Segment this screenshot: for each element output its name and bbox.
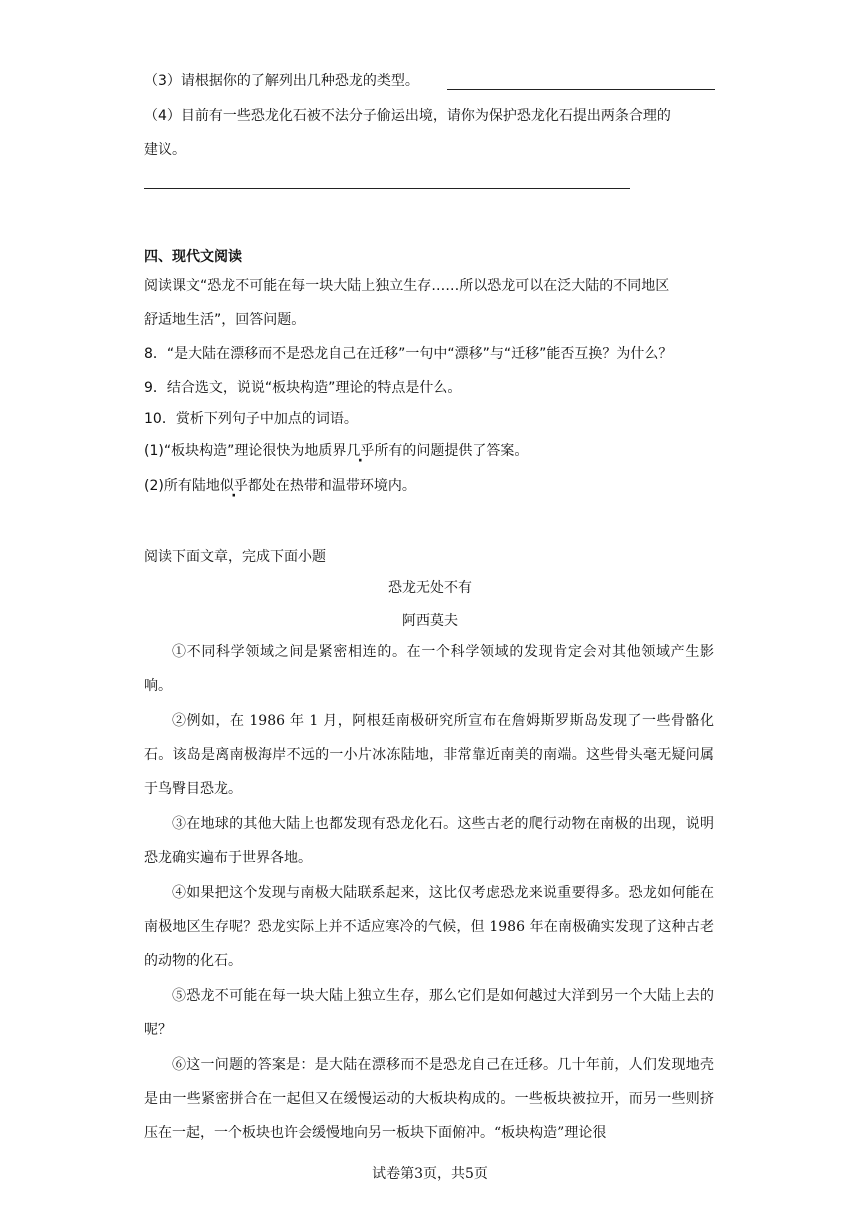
article-author: 阿西莫夫: [402, 613, 458, 629]
page-footer: 试卷第3页，共5页: [372, 1166, 488, 1182]
question-3: （3）请根据你的了解列出几种恐龙的类型。: [144, 73, 419, 89]
q10-2-dotted-word: 似乎: [219, 478, 248, 494]
question-4-line2: 建议。: [144, 142, 186, 158]
answer-blank-q4[interactable]: [144, 188, 630, 189]
section-intro-line1: 阅读课文“恐龙不可能在每一块大陆上独立生存……所以恐龙可以在泛大陆的不同地区: [144, 278, 670, 294]
section-intro-line2: 舒适地生活”，回答问题。: [144, 312, 306, 328]
reading-instruction: 阅读下面文章，完成下面小题: [144, 549, 326, 565]
question-10-1: [144, 441, 528, 461]
article-paragraph: ⑤恐龙不可能在每一块大陆上独立生存，那么它们是如何越过大洋到另一个大陆上去的呢？: [144, 988, 714, 1038]
answer-blank-q3[interactable]: [447, 89, 715, 90]
article-body: [144, 635, 714, 1151]
question-4-line1: （4）目前有一些恐龙化石被不法分子偷运出境，请你为保护恐龙化石提出两条合理的: [144, 108, 671, 124]
question-8: 8．“是大陆在漂移而不是恐龙自己在迁移”一句中“漂移”与“迁移”能否互换？为什么？: [144, 346, 673, 362]
question-10-2: [144, 476, 416, 496]
article-paragraph: ④如果把这个发现与南极大陆联系起来，这比仅考虑恐龙来说重要得多。恐龙如何能在南极地区生存呢？恐龙实际上并不适应寒冷的气候，但 1986 年在南极确实发现了这种古老的动物的化石。: [144, 885, 714, 969]
q10-1-text-before: (1)“板块构造”理论很快为地质界: [144, 443, 347, 459]
q10-2-text-after: 都处在热带和温带环境内。: [247, 478, 416, 494]
question-9: 9．结合选文，说说“板块构造”理论的特点是什么。: [144, 380, 462, 396]
q10-2-text-before: (2)所有陆地: [144, 478, 220, 494]
article-title: 恐龙无处不有: [388, 580, 472, 596]
article-paragraph: ②例如，在 1986 年 1 月，阿根廷南极研究所宣布在詹姆斯罗斯岛发现了一些骨骼化石。该岛是离南极海岸不远的一小片冰冻陆地，非常靠近南美的南端。这些骨头毫无疑问属于鸟臀目恐龙。: [144, 713, 714, 797]
article-paragraph: ①不同科学领域之间是紧密相连的。在一个科学领域的发现肯定会对其他领域产生影响。: [144, 644, 714, 694]
section-heading: 四、现代文阅读: [144, 249, 242, 265]
q10-1-text-after: 所有的问题提供了答案。: [374, 443, 529, 459]
article-paragraph: ⑥这一问题的答案是：是大陆在漂移而不是恐龙自己在迁移。几十年前，人们发现地壳是由一些紧密拼合在一起但又在缓慢运动的大板块构成的。一些板块被拉开，而另一些则挤压在一起，一个板块也许会缓慢地向另一板块下面俯冲。“板块构造”理论很: [144, 1057, 714, 1141]
article-paragraph: ③在地球的其他大陆上也都发现有恐龙化石。这些古老的爬行动物在南极的出现，说明恐龙确实遍布于世界各地。: [144, 816, 714, 866]
question-10: 10．赏析下列句子中加点的词语。: [144, 411, 358, 427]
q10-1-dotted-word: 几乎: [346, 443, 375, 459]
